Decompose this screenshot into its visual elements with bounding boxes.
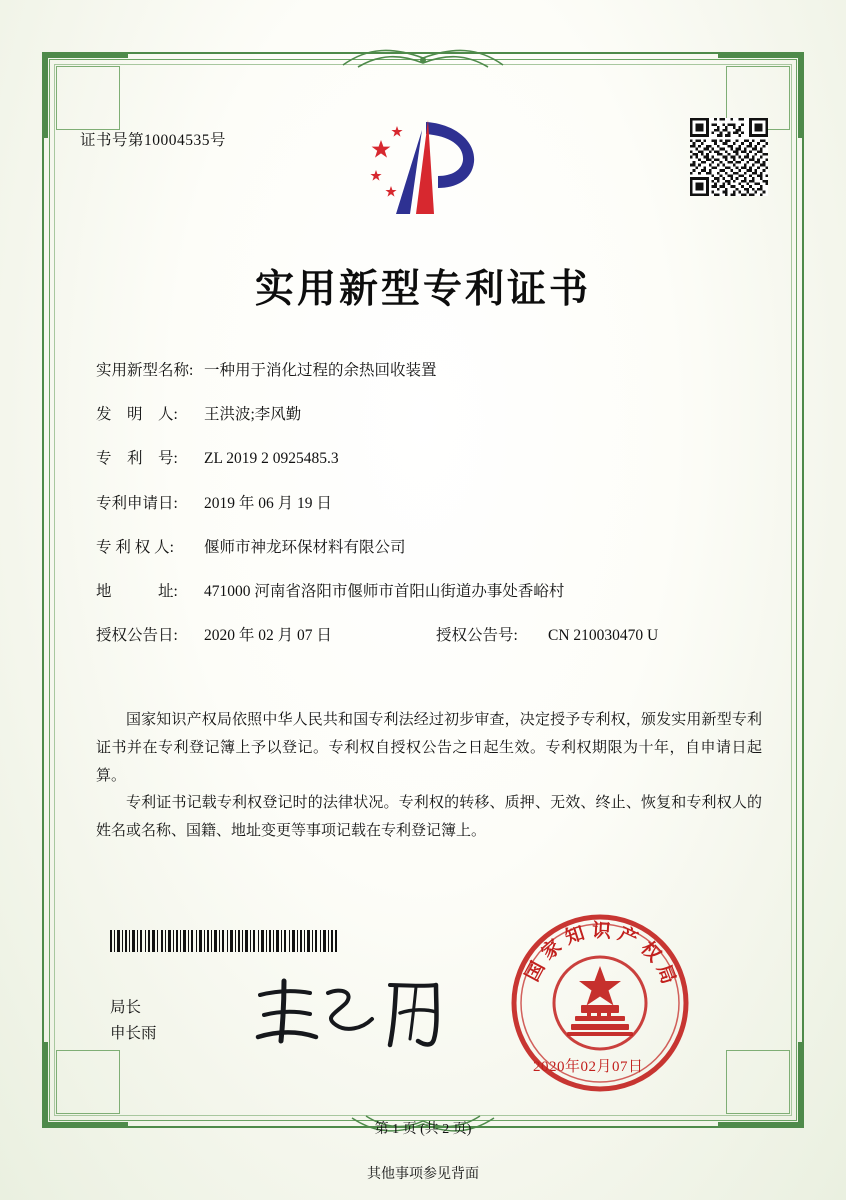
legal-paragraph-1: 国家知识产权局依照中华人民共和国专利法经过初步审查，决定授予专利权，颁发实用新型专利证书并在专利登记簿上予以登记。专利权自授权公告之日起生效。专利权期限为十年，自申请日起算。	[96, 710, 762, 784]
field-label: 专利申请日:	[96, 494, 178, 512]
field-label: 专 利 号:	[96, 450, 178, 468]
cnipa-logo-icon	[364, 118, 482, 218]
legal-paragraph-2: 专利证书记载专利权登记时的法律状况。专利权的转移、质押、无效、终止、恢复和专利权人的姓名或名称、国籍、地址变更等事项记载在专利登记簿上。	[96, 793, 762, 839]
field-list	[96, 360, 762, 667]
director-name: 申长雨	[110, 1024, 157, 1042]
field-label-grant-no: 授权公告号:	[436, 627, 518, 645]
certificate-number: 证书号第10004535号	[80, 132, 227, 149]
field-row-name	[96, 360, 762, 382]
field-label: 地 址:	[96, 582, 178, 600]
field-label-grant-date: 授权公告日:	[96, 627, 178, 645]
corner-ornament-top-left	[42, 52, 128, 138]
director-label: 局长	[110, 999, 142, 1016]
page-title: 实用新型专利证书	[254, 266, 591, 312]
field-value: 2019 年 06 月 19 日	[204, 494, 332, 512]
field-value: 王洪波;李风勤	[204, 406, 302, 424]
field-row-grant	[96, 625, 762, 647]
page-number: 第 1 页 (共 2 页)	[374, 1122, 472, 1137]
svg-text:国家知识产权局: 国家知识产权局	[520, 919, 682, 993]
qr-code-icon	[690, 118, 768, 196]
handwritten-signature-icon	[250, 975, 460, 1055]
field-value: 471000 河南省洛阳市偃师市首阳山街道办事处香峪村	[204, 582, 565, 600]
seal-date: 2020年02月07日	[533, 1059, 644, 1075]
field-row-patentee	[96, 537, 762, 559]
legal-text-block	[96, 706, 762, 845]
corner-ornament-bottom-left	[42, 1042, 128, 1128]
field-label: 发 明 人:	[96, 406, 178, 424]
field-value: ZL 2019 2 0925485.3	[204, 450, 339, 468]
ornament-top-center-icon	[338, 45, 508, 71]
field-value-grant-date: 2020 年 02 月 07 日	[204, 627, 332, 645]
field-row-filing-date	[96, 493, 762, 515]
barcode-icon	[110, 930, 338, 952]
field-row-inventor	[96, 404, 762, 426]
field-label: 专 利 权 人:	[96, 538, 174, 556]
field-value: 一种用于消化过程的余热回收装置	[204, 362, 437, 379]
field-row-patent-no	[96, 448, 762, 470]
field-value: 偃师市神龙环保材料有限公司	[204, 538, 406, 556]
field-label: 实用新型名称:	[96, 362, 194, 379]
field-value-grant-no: CN 210030470 U	[548, 627, 659, 645]
corner-ornament-bottom-right	[718, 1042, 804, 1128]
footer-note: 其他事项参见背面	[367, 1167, 479, 1182]
director-block	[110, 995, 157, 1046]
field-row-address	[96, 581, 762, 603]
